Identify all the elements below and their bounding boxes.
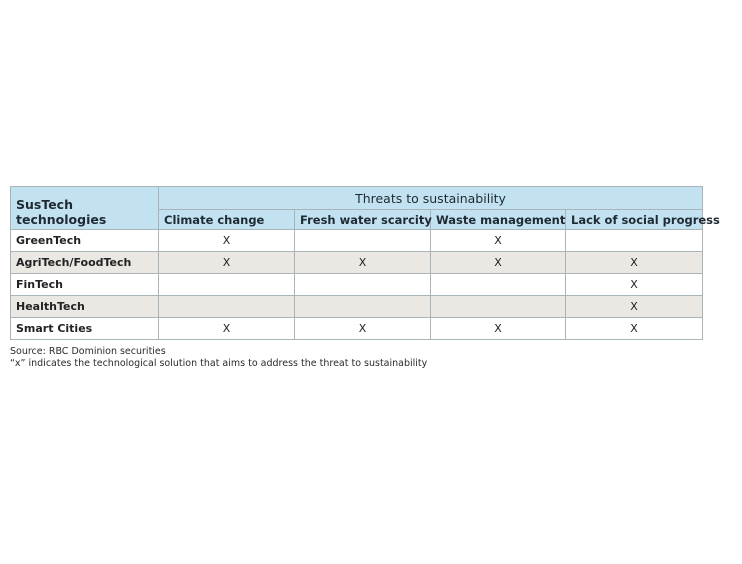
table-cell: X <box>159 318 295 340</box>
row-label: FinTech <box>11 274 159 296</box>
column-header-climate-change: Climate change <box>159 210 295 230</box>
group-header-threats: Threats to sustainability <box>159 187 703 210</box>
row-label: Smart Cities <box>11 318 159 340</box>
sustech-threats-table-container <box>10 186 720 340</box>
table-row-greentech <box>11 230 703 252</box>
column-header-lack-of-social-progress: Lack of social progress <box>566 210 703 230</box>
table-row-agritech-foodtech <box>11 252 703 274</box>
row-label: HealthTech <box>11 296 159 318</box>
table-cell: X <box>295 252 431 274</box>
row-label: GreenTech <box>11 230 159 252</box>
table-cell <box>431 274 566 296</box>
table-cell: X <box>295 318 431 340</box>
table-cell <box>295 230 431 252</box>
table-cell <box>159 274 295 296</box>
table-cell: X <box>431 230 566 252</box>
table-cell <box>566 230 703 252</box>
table-cell: X <box>566 252 703 274</box>
table-cell: X <box>431 252 566 274</box>
table-row-fintech <box>11 274 703 296</box>
source-note: Source: RBC Dominion securities <box>10 346 166 357</box>
row-header-title: SusTech technologies <box>11 187 159 230</box>
footnote: “x” indicates the technological solution that aims to address the threat to sustainability <box>10 358 428 369</box>
table-cell <box>431 296 566 318</box>
row-label: AgriTech/FoodTech <box>11 252 159 274</box>
table-cell <box>295 296 431 318</box>
table-notes <box>10 346 427 370</box>
table-cell <box>159 296 295 318</box>
table-row-healthtech <box>11 296 703 318</box>
table-cell: X <box>566 274 703 296</box>
table-group-header-row <box>11 187 703 210</box>
column-header-fresh-water-scarcity: Fresh water scarcity <box>295 210 431 230</box>
column-header-waste-management: Waste management <box>431 210 566 230</box>
table-row-smart-cities <box>11 318 703 340</box>
table-cell <box>295 274 431 296</box>
table-cell: X <box>566 296 703 318</box>
table-cell: X <box>159 230 295 252</box>
table-cell: X <box>566 318 703 340</box>
sustech-threats-table <box>10 186 720 340</box>
table-cell: X <box>431 318 566 340</box>
table-cell: X <box>159 252 295 274</box>
